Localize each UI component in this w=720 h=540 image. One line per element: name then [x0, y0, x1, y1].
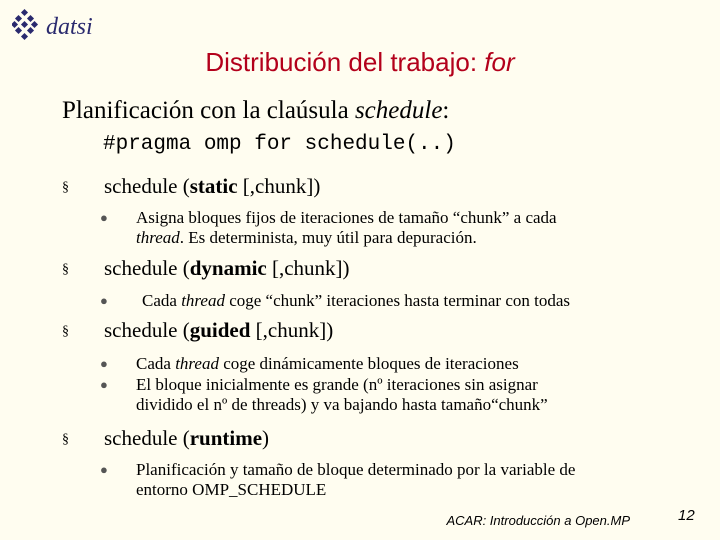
bullet-keyword: dynamic — [189, 256, 267, 280]
bullet-suffix: ) — [262, 426, 270, 450]
bullet-keyword: runtime — [189, 426, 263, 450]
sub-dynamic-1 — [142, 291, 570, 311]
sub-text: . Es determinista, muy útil para depuración. — [179, 228, 477, 247]
sub-line — [136, 228, 557, 248]
intro-text: Planificación con la claúsula — [62, 97, 355, 124]
slide-title — [0, 47, 720, 78]
bullet-keyword: guided — [189, 318, 251, 342]
sub-line: Asigna bloques fijos de iteraciones de tamaño “chunk” a cada — [136, 208, 557, 227]
sub-text: Cada — [136, 354, 176, 373]
logo-diamond-icon — [12, 8, 104, 48]
logo-text: datsi — [46, 14, 93, 40]
sub-line: dividido el nº de threads) y va bajando hasta tamaño“chunk” — [136, 395, 548, 414]
footer-text: ACAR: Introducción a Open.MP — [446, 513, 630, 528]
sub-runtime-1 — [136, 460, 575, 500]
intro-line — [62, 97, 449, 125]
bullet-marker: § — [62, 180, 69, 195]
sub-line: entorno OMP_SCHEDULE — [136, 480, 327, 499]
sub-bullet-marker: ● — [100, 462, 108, 477]
sub-text: coge dinámicamente bloques de iteraciones — [218, 354, 519, 373]
bullet-marker: § — [62, 262, 69, 277]
sub-bullet-marker: ● — [100, 210, 108, 225]
sub-static-1 — [136, 208, 557, 248]
bullet-runtime — [104, 426, 269, 451]
bullet-marker: § — [62, 324, 69, 339]
datsi-logo — [12, 8, 102, 48]
sub-emphasis: thread — [175, 354, 219, 373]
bullet-static — [104, 174, 320, 199]
bullet-prefix: schedule ( — [104, 426, 190, 450]
bullet-dynamic — [104, 256, 350, 281]
sub-guided-2 — [136, 375, 548, 415]
intro-suffix: : — [442, 97, 450, 124]
bullet-suffix: [,chunk]) — [250, 318, 334, 342]
sub-emphasis: thread — [136, 228, 180, 247]
sub-line: El bloque inicialmente es grande (nº iteraciones sin asignar — [136, 375, 538, 394]
title-emphasis: for — [484, 47, 515, 77]
bullet-suffix: [,chunk]) — [266, 256, 350, 280]
sub-emphasis: thread — [181, 291, 225, 310]
bullet-prefix: schedule ( — [104, 318, 190, 342]
bullet-guided — [104, 318, 333, 343]
bullet-marker: § — [62, 432, 69, 447]
bullet-keyword: static — [189, 174, 238, 198]
sub-bullet-marker: ● — [100, 293, 108, 308]
sub-text: coge “chunk” iteraciones hasta terminar con todas — [224, 291, 570, 310]
sub-guided-1 — [136, 354, 519, 374]
title-main: Distribución del trabajo: — [205, 47, 485, 77]
page-number: 12 — [678, 507, 695, 524]
sub-line: Planificación y tamaño de bloque determinado por la variable de — [136, 460, 576, 479]
sub-text: Cada — [142, 291, 182, 310]
bullet-suffix: [,chunk]) — [237, 174, 321, 198]
pragma-code: #pragma omp for schedule(..) — [103, 133, 456, 156]
intro-emphasis: schedule — [354, 97, 443, 124]
bullet-prefix: schedule ( — [104, 256, 190, 280]
sub-bullet-marker: ● — [100, 356, 108, 371]
bullet-prefix: schedule ( — [104, 174, 190, 198]
sub-bullet-marker: ● — [100, 377, 108, 392]
